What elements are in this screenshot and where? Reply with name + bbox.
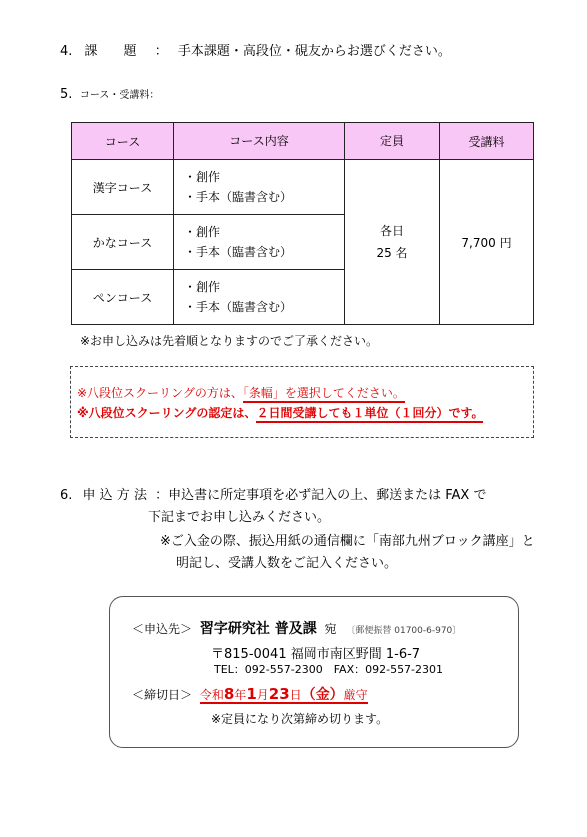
postal-transfer-account: 〔郵便振替 01700-6-970〕: [346, 626, 462, 636]
header-content: コース内容: [174, 123, 345, 160]
content-item: ・手本（臨書含む）: [184, 190, 293, 204]
eighth-dan-note-1: [77, 384, 405, 401]
header-capacity: 定員: [345, 123, 440, 160]
note-2-text: ※八段位スクーリングの認定は、: [77, 406, 257, 420]
item6-line3: ※ご入金の際、振込用紙の通信欄に「南部九州ブロック講座」と: [160, 534, 535, 549]
course-content: [174, 270, 345, 325]
item5-number: 5.: [60, 87, 73, 102]
content-item: ・創作: [184, 170, 221, 184]
deadline-line: [132, 684, 368, 704]
deadline-weekday: （金）: [301, 687, 344, 703]
course-table: [71, 122, 534, 325]
table-header-row: [72, 123, 534, 160]
eighth-dan-note-2: [77, 404, 483, 421]
item6-colon: ：: [155, 488, 169, 503]
note-1-underlined: 「条幅」を選択してください。: [243, 386, 405, 403]
deadline-day-unit: 日: [289, 688, 302, 702]
note-2-underlined: ２日間受講しても１単位（１回分）です。: [256, 406, 483, 423]
deadline-date: [199, 685, 368, 704]
content-item: ・創作: [184, 280, 221, 294]
capacity-number: 25 名: [376, 246, 408, 260]
item6-label: 申 込 方 法: [82, 488, 147, 503]
course-content: [174, 215, 345, 270]
item6-number: 6.: [60, 488, 73, 503]
item4-colon: ：: [154, 44, 168, 59]
deadline-year-unit: 年: [234, 688, 247, 702]
item5-line: [60, 86, 159, 102]
item4-text: 手本課題・高段位・硯友からお選びください。: [177, 44, 451, 59]
organization-name: 習字研究社 普及課: [199, 621, 317, 637]
course-name: ペンコース: [72, 270, 174, 325]
item4-line: [60, 40, 451, 59]
header-course: コース: [72, 123, 174, 160]
deadline-strict: 厳守: [343, 688, 368, 702]
deadline-month: 1: [246, 685, 257, 703]
course-name: 漢字コース: [72, 160, 174, 215]
destination-line: [132, 618, 461, 638]
deadline-era: 令和: [199, 688, 224, 702]
capacity-cell: [345, 160, 440, 325]
item6-line2: 下記までお申し込みください。: [148, 510, 331, 525]
content-item: ・手本（臨書含む）: [184, 300, 293, 314]
deadline-month-unit: 月: [256, 688, 269, 702]
item5-label: コース・受講料：: [79, 90, 160, 101]
first-come-note: ※お申し込みは先着順となりますのでご了承ください。: [80, 334, 379, 348]
content-item: ・手本（臨書含む）: [184, 245, 293, 259]
item4-label: 課 題: [84, 44, 137, 59]
tel-fax: TEL：092-557-2300 FAX：092-557-2301: [214, 663, 444, 676]
course-name: かなコース: [72, 215, 174, 270]
note-1-text: ※八段位スクーリングの方は、: [77, 386, 243, 400]
content-item: ・創作: [184, 225, 221, 239]
closing-note: ※定員になり次第締め切ります。: [211, 712, 389, 726]
header-fee: 受講料: [440, 123, 534, 160]
item4-number: 4.: [60, 44, 73, 59]
honorific: 宛: [324, 622, 337, 636]
item6-line4: 明記し、受講人数をご記入ください。: [176, 556, 398, 571]
deadline-label: ＜締切日＞: [132, 688, 193, 702]
fee-cell: 7,700 円: [440, 160, 534, 325]
address: 〒815-0041 福岡市南区野間 1-6-7: [211, 647, 421, 662]
deadline-day: 23: [268, 685, 290, 703]
deadline-year: 8: [223, 685, 235, 703]
item6-line1: [60, 484, 486, 503]
capacity-days: 各日: [379, 224, 404, 238]
course-content: [174, 160, 345, 215]
destination-label: ＜申込先＞: [132, 622, 193, 636]
item6-text-1: 申込書に所定事項を必ず記入の上、郵送または FAX で: [168, 488, 487, 503]
table-row: [72, 160, 534, 215]
